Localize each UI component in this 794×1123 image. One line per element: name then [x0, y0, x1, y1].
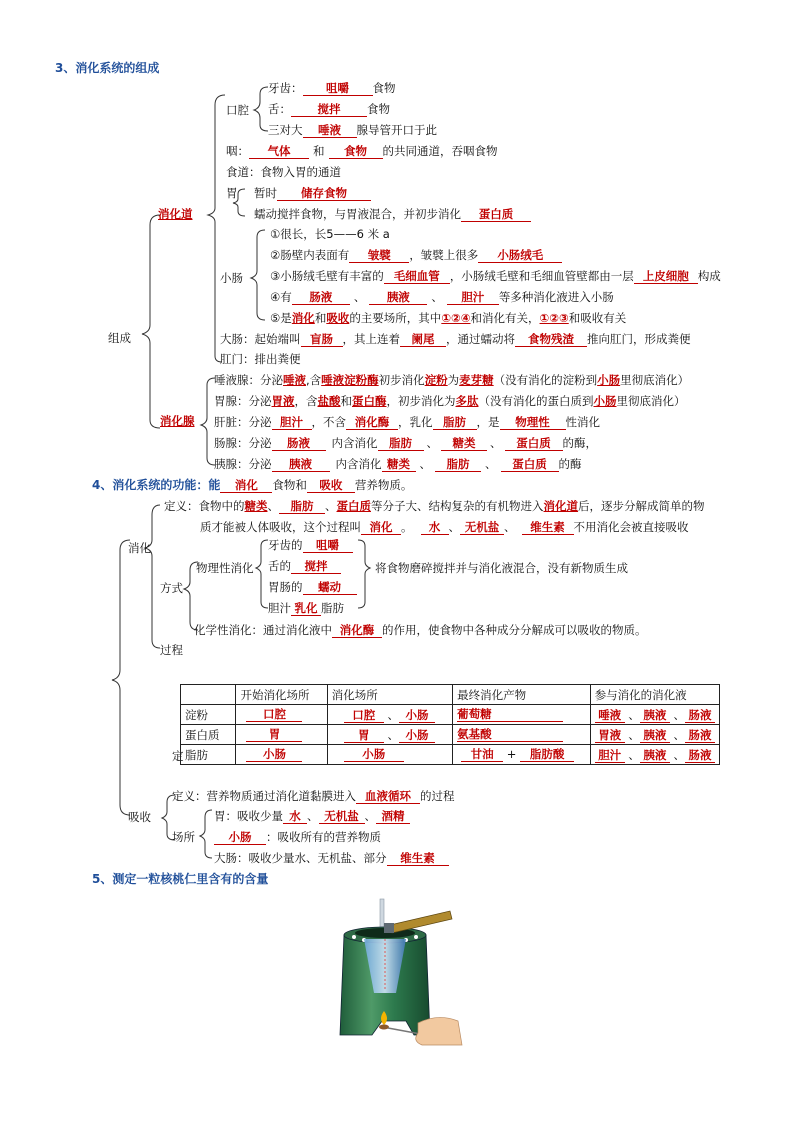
table-row: 脂肪 小肠 小肠 甘油 + 脂肪酸 胆汁 、 胰液 、 肠液 [181, 745, 720, 765]
row-teeth: 牙齿： 咀嚼 食物 [268, 81, 396, 95]
section-4-title: 4、消化系统的功能：能 消化 食物和 吸收 营养物质。 [92, 478, 413, 492]
row-si-3: ③小肠绒毛壁有丰富的 毛细血管 ，小肠绒毛壁和毛细血管壁都由一层 上皮细胞 构成 [270, 269, 721, 283]
row-tongue: 舌： 搅拌 食物 [268, 102, 390, 116]
row-gland-liver: 肝脏：分泌 胆汁 ，不含 消化酶 ，乳化 脂肪 ，是 物理性 性消化 [214, 415, 600, 429]
row-phys-4: 胆汁 乳化 脂肪 [268, 601, 344, 615]
row-si-2: ②肠壁内表面有 皱襞 ，皱襞上很多 小肠绒毛 [270, 247, 562, 263]
row-si-5: ⑤是消化和吸收的主要场所，其中①②④和消化有关，①②③和吸收有关 [270, 311, 627, 325]
row-stomach-1: 暂时 储存食物 [254, 185, 371, 201]
label-digestive-tract: 消化道 [158, 207, 193, 221]
section-5-title: 5、测定一粒核桃仁里含有的含量 [92, 872, 269, 886]
table-row: 蛋白质 胃 胃 、 小肠 氨基酸 胃液 、 胰液 、 肠液 [181, 725, 720, 745]
row-phys-1: 牙齿的 咀嚼 [268, 537, 353, 553]
label-site: 场所 [172, 830, 195, 844]
label-mouth: 口腔 [226, 103, 249, 117]
row-def-2: 质才能被人体吸收，这个过程叫 消化 。 水 、 无机盐 、 维生素 不用消化会被直接吸收 [200, 520, 689, 534]
row-si-4: ④有 肠液 、 胰液 、 胆汁 等多种消化液进入小肠 [270, 290, 614, 304]
row-gland-pancreas: 胰腺：分泌 胰液 内含消化 糖类 、 脂肪 、 蛋白质 的酶 [214, 457, 582, 471]
row-abs-def: 定义：营养物质通过消化道黏膜进入 血液循环 的过程 [172, 789, 455, 803]
label-digestion: 消化 [128, 541, 151, 555]
row-phys-2: 舌的 搅拌 [268, 558, 341, 574]
row-pharynx: 咽： 气体 和 食物 的共同通道，吞咽食物 [226, 144, 498, 158]
table-row: 淀粉 口腔 口腔 、 小肠 葡萄糖 唾液 、 胰液 、 肠液 [181, 705, 720, 725]
row-phys-note: 将食物磨碎搅拌并与消化液混合，没有新物质生成 [375, 561, 628, 575]
row-gland-intestinal: 肠腺：分泌 肠液 内含消化 脂肪 、 糖类 、 蛋白质 的酶， [214, 436, 597, 450]
label-small-intestine: 小肠 [220, 271, 243, 285]
row-large-intestine: 大肠：起始端叫 盲肠 ，其上连着 阑尾 ，通过蠕动将 食物残渣 推向肛门，形成粪便 [220, 332, 691, 346]
label-method: 方式 [160, 581, 183, 595]
row-abs-si: 小肠 ：吸收所有的营养物质 [214, 829, 381, 845]
label-ding: 定 [172, 749, 184, 763]
row-gland-salivary: 唾液腺：分泌唾液,含唾液淀粉酶初步消化淀粉为麦芽糖（没有消化的淀粉到小肠里彻底消化） [214, 373, 690, 387]
section-3-title: 3、消化系统的组成 [55, 61, 160, 75]
label-absorption: 吸收 [128, 810, 151, 824]
table-header-row: 开始消化场所 消化场所 最终消化产物 参与消化的消化液 [181, 685, 720, 705]
row-si-1: ①很长，长5——6 米 a [270, 227, 390, 241]
label-digestive-glands: 消化腺 [160, 414, 195, 428]
walnut-burning-apparatus-figure [326, 895, 466, 1047]
row-anus: 肛门：排出粪便 [220, 352, 301, 366]
digestion-table [180, 684, 720, 765]
row-chemical: 化学性消化：通过消化液中 消化酶 的作用，使食物中各种成分分解成可以吸收的物质。 [194, 623, 647, 637]
row-def-1: 定义：食物中的糖类、 脂肪 、蛋白质等分子大、结构复杂的有机物进入消化道后，逐步分解成简单的物 [164, 499, 705, 513]
label-stomach: 胃 [226, 186, 238, 200]
row-stomach-2: 蠕动搅拌食物，与胃液混合，并初步消化 蛋白质 [254, 206, 531, 222]
row-abs-stomach: 胃：吸收少量 水 、 无机盐 、 酒精 [214, 808, 410, 824]
label-physical: 物理性消化 [196, 561, 254, 575]
row-esophagus: 食道：食物入胃的通道 [226, 165, 341, 179]
row-salivary: 三对大 唾液 腺导管开口于此 [268, 123, 437, 137]
row-phys-3: 胃肠的 蠕动 [268, 579, 357, 595]
label-zucheng: 组成 [108, 331, 131, 345]
label-process: 过程 [160, 643, 183, 657]
row-gland-gastric: 胃腺：分泌胃液，含盐酸和蛋白酶，初步消化为多肽（没有消化的蛋白质到小肠里彻底消化） [214, 394, 686, 408]
row-abs-li: 大肠：吸收少量水、无机盐、部分 维生素 [214, 850, 449, 866]
